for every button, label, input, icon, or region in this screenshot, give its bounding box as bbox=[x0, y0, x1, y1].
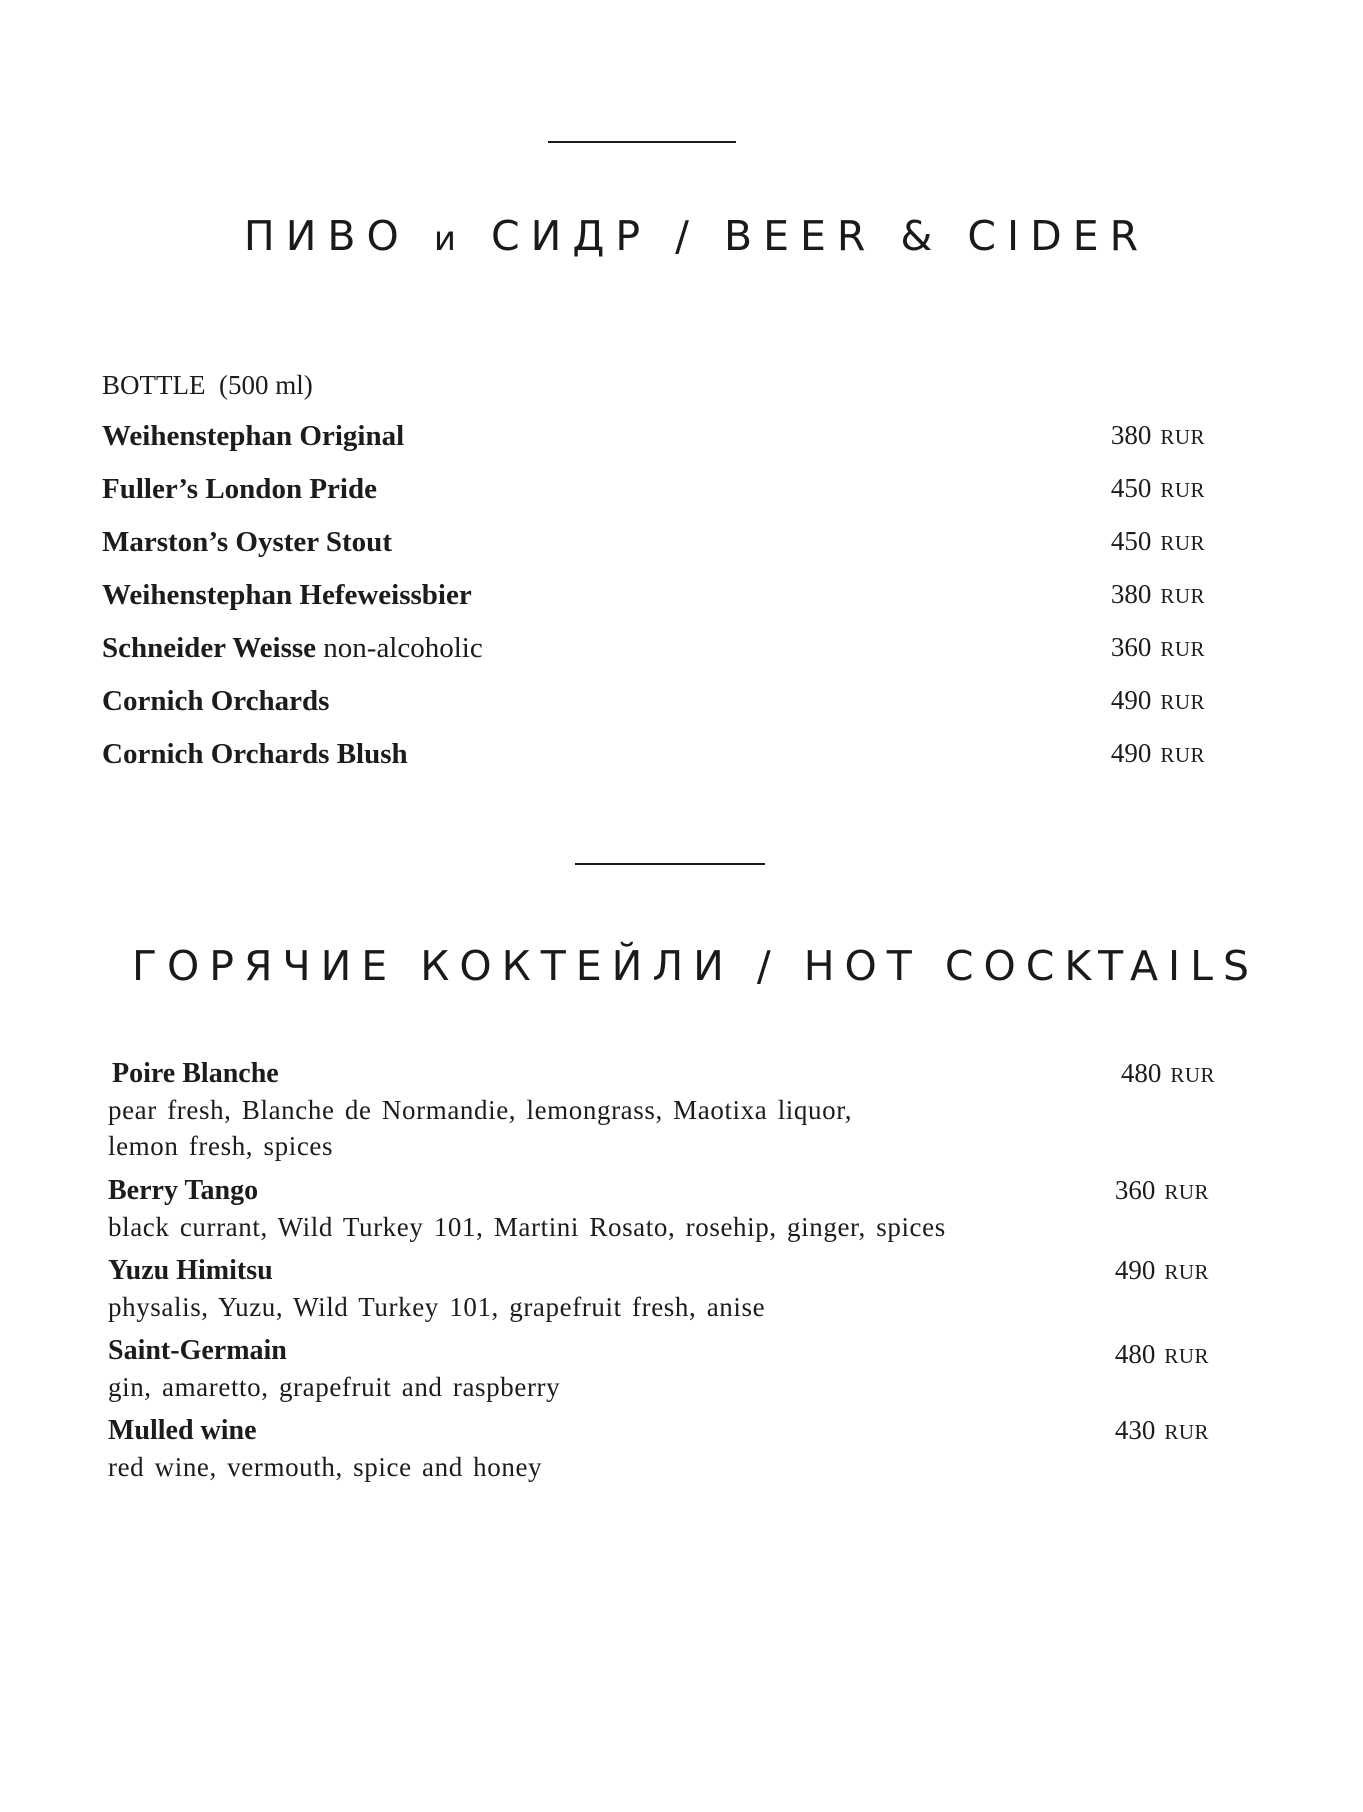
beer-item-price: 490 RUR bbox=[1110, 685, 1205, 715]
beer-item-name: Fuller’s London Pride bbox=[102, 473, 377, 505]
section-divider-middle bbox=[575, 863, 765, 865]
beer-item-name: Weihenstephan Original bbox=[102, 420, 405, 452]
beer-cider-heading: ПИВО и СИДР / BEER & CIDER bbox=[243, 212, 1150, 260]
cocktail-description: pear fresh, Blanche de Normandie, lemongrass, Maotixa liquor, lemon fresh, spices bbox=[108, 1095, 853, 1161]
beer-item-name: Marston’s Oyster Stout bbox=[102, 526, 392, 558]
cocktail-description: black currant, Wild Turkey 101, Martini Rosato, rosehip, ginger, spices bbox=[108, 1212, 946, 1242]
beer-item-price: 360 RUR bbox=[1110, 632, 1205, 662]
cocktail-description: physalis, Yuzu, Wild Turkey 101, grapefruit fresh, anise bbox=[108, 1292, 766, 1322]
cocktail-item bbox=[108, 1413, 1209, 1493]
cocktail-list bbox=[108, 1056, 1215, 1493]
beer-list bbox=[102, 420, 1205, 791]
beer-item-price: 490 RUR bbox=[1110, 738, 1205, 768]
beer-item bbox=[102, 579, 1205, 632]
beer-item-price: 380 RUR bbox=[1110, 579, 1205, 609]
beer-item bbox=[102, 685, 1205, 738]
cocktail-item bbox=[108, 1056, 1215, 1173]
beer-item bbox=[102, 526, 1205, 579]
beer-item bbox=[102, 632, 1205, 685]
cocktail-item bbox=[108, 1173, 1209, 1253]
cocktail-price: 360 RUR bbox=[1114, 1175, 1209, 1205]
beer-item-name: Weihenstephan Hefeweissbier bbox=[102, 579, 472, 611]
cocktail-description: red wine, vermouth, spice and honey bbox=[108, 1452, 543, 1482]
cocktail-item bbox=[108, 1333, 1209, 1413]
cocktail-price: 430 RUR bbox=[1114, 1415, 1209, 1445]
cocktail-name: Berry Tango bbox=[108, 1175, 259, 1206]
beer-item-price: 380 RUR bbox=[1110, 420, 1205, 450]
cocktail-item bbox=[108, 1253, 1209, 1333]
beer-item bbox=[102, 738, 1205, 791]
beer-item-price: 450 RUR bbox=[1110, 526, 1205, 556]
beer-item bbox=[102, 420, 1205, 473]
cocktail-name: Poire Blanche bbox=[112, 1058, 279, 1089]
cocktail-price: 480 RUR bbox=[1120, 1058, 1215, 1088]
beer-item bbox=[102, 473, 1205, 526]
beer-item-name: Cornich Orchards bbox=[102, 685, 330, 717]
beer-item-note: non-alcoholic bbox=[316, 632, 483, 664]
beer-item-name: Schneider Weisse non-alcoholic bbox=[102, 632, 483, 664]
cocktail-name: Saint-Germain bbox=[108, 1335, 287, 1366]
cocktail-name: Yuzu Himitsu bbox=[108, 1255, 273, 1286]
cocktail-price: 480 RUR bbox=[1114, 1339, 1209, 1369]
section-divider-top bbox=[548, 141, 736, 143]
beer-item-price: 450 RUR bbox=[1110, 473, 1205, 503]
bottle-size-label: BOTTLE (500 ml) bbox=[102, 370, 313, 400]
cocktail-description: gin, amaretto, grapefruit and raspberry bbox=[108, 1372, 561, 1402]
hot-cocktails-heading: ГОРЯЧИЕ КОКТЕЙЛИ / HOT COCKTAILS bbox=[132, 942, 1259, 990]
cocktail-price: 490 RUR bbox=[1114, 1255, 1209, 1285]
cocktail-name: Mulled wine bbox=[108, 1415, 257, 1446]
beer-item-name: Cornich Orchards Blush bbox=[102, 738, 408, 770]
